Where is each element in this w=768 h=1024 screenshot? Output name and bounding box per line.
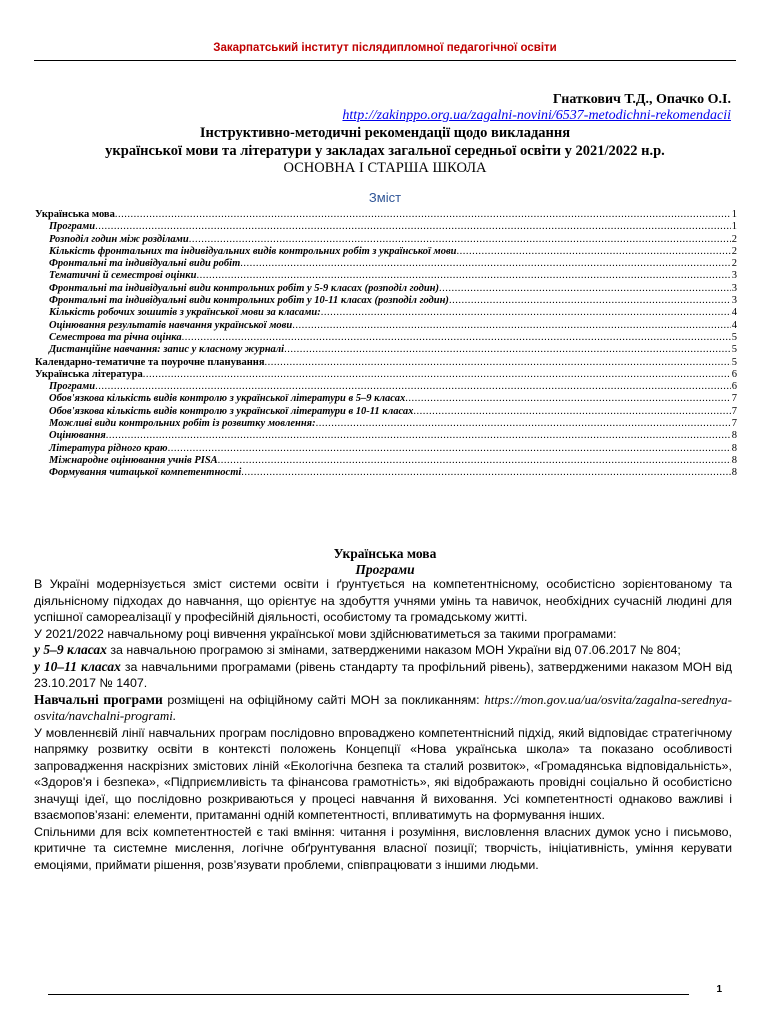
- source-link[interactable]: http://zakinppo.org.ua/zagalni-novini/6537-metodichni-rekomendacii: [342, 108, 731, 123]
- toc-leader-dots: [143, 369, 731, 381]
- toc-entry-label: Українська література: [35, 368, 143, 380]
- toc-entry-label: Фронтальні та індивідуальні види робіт: [49, 258, 241, 270]
- toc-entry[interactable]: [35, 209, 737, 221]
- toc-entry-page: 1: [731, 221, 737, 233]
- toc-entry[interactable]: [35, 344, 737, 356]
- toc-entry-label: Можливі види контрольних робіт із розвитку мовлення:: [49, 418, 316, 430]
- toc-leader-dots: [413, 406, 730, 418]
- page-number: 1: [716, 984, 722, 995]
- toc-entry[interactable]: [35, 467, 737, 479]
- toc-entry-page: 4: [731, 319, 737, 331]
- paragraph: В Україні модернізується зміст системи освіти і ґрунтується на компетентнісному, особистісно зорієнтованому та діяльнісному підходах до навчання, що орієнтує на здобуття учнями умінь та навичок, необхідних сучасній людині для успішної самореалізації у професійній діяльності, особистому та громадському житті.: [34, 577, 732, 624]
- toc-entry-label: Кількість робочих зошитів з української мови за класами:: [49, 307, 321, 319]
- toc-leader-dots: [189, 234, 731, 246]
- toc-leader-dots: [95, 381, 731, 393]
- toc-entry-page: 5: [731, 344, 737, 356]
- grades-10-11-lead: у 10–11 класах: [34, 658, 121, 674]
- toc-entry-label: Тематичні й семестрові оцінки: [49, 270, 197, 282]
- paragraph-text: за навчальною програмою зі змінами, затвердженими наказом МОН України від 07.06.2017 № 804;: [106, 643, 681, 657]
- toc-entry-label: Програми: [49, 381, 96, 393]
- toc-entry-page: 8: [731, 467, 737, 479]
- title-line-2: української мови та літератури у закладах загальної середньої освіти у 2021/2022 н.р.: [105, 142, 665, 159]
- toc-entry[interactable]: [35, 332, 737, 344]
- toc-entry-page: 7: [731, 393, 737, 405]
- toc-entry[interactable]: [35, 221, 737, 233]
- toc-entry-page: 8: [731, 454, 737, 466]
- toc-entry-page: 3: [731, 270, 737, 282]
- toc-entry-label: Література рідного краю: [49, 442, 168, 454]
- toc-leader-dots: [292, 320, 731, 332]
- paragraph: [34, 692, 732, 725]
- document-title: [34, 125, 736, 178]
- footer-divider: [48, 994, 689, 995]
- toc-leader-dots: [405, 393, 731, 405]
- toc-entry[interactable]: [35, 283, 737, 295]
- authors: Гнаткович Т.Д., Опачко О.І.: [552, 92, 731, 107]
- programs-lead: Навчальні програми: [34, 691, 163, 707]
- toc-entry-page: 2: [731, 245, 737, 257]
- toc-entry-label: Формування читацької компетентності: [49, 467, 242, 479]
- toc-leader-dots: [284, 344, 731, 356]
- toc-entry[interactable]: [35, 234, 737, 246]
- toc-entry[interactable]: [35, 455, 737, 467]
- toc-entry[interactable]: [35, 270, 737, 282]
- toc-entry-label: Календарно-тематичне та поурочне планування: [35, 356, 265, 368]
- toc-leader-dots: [196, 270, 730, 282]
- toc-entry[interactable]: [35, 295, 737, 307]
- toc-entry-label: Міжнародне оцінювання учнів PISA: [49, 454, 218, 466]
- section-title: Українська мова: [333, 546, 437, 561]
- toc-entry-page: 5: [731, 331, 737, 343]
- toc-leader-dots: [316, 418, 731, 430]
- toc-leader-dots: [457, 246, 731, 258]
- toc-entry-label: Розподіл годин між розділами: [49, 233, 189, 245]
- toc-entry-page: 4: [731, 307, 737, 319]
- toc-entry-label: Оцінювання: [49, 430, 106, 442]
- institution-header: Закарпатський інститут післядипломної педагогічної освіти: [213, 42, 557, 54]
- toc-leader-dots: [439, 283, 731, 295]
- toc-entry[interactable]: [35, 369, 737, 381]
- paragraph: Спільними для всіх компетентностей є такі вміння: читання і розуміння, висловлення власних думок усно і письмово, критичне та системне мислення, логічне обґрунтування власної позиції; творчість, ініціативність, уміння керувати емоціями, приймати рішення, розв’язувати проблеми, співпрацювати з іншими людьми.: [34, 824, 732, 872]
- body-text: [34, 576, 732, 873]
- toc-entry[interactable]: [35, 406, 737, 418]
- toc-entry-label: Кількість фронтальних та індивідуальних видів контрольних робіт з української мови: [49, 245, 457, 257]
- toc-entry[interactable]: [35, 393, 737, 405]
- toc-entry-label: Фронтальні та індивідуальні види контрольних робіт у 10-11 класах (розподіл годин): [49, 295, 449, 307]
- paragraph: У мовленнєвій лінії навчальних програм послідовно впроваджено компетентнісний підхід, який відповідає стратегічному напрямку розвитку освіти в контексті положень Концепції «Нова українська школа» та показано особливості запровадження наскрізних змістових ліній «Екологічна безпека та сталий розвиток», «Громадянська відповідальність», «Здоров'я і безпека», «Підприємливість та фінансова грамотність», які відображають провідні соціально й особистісно значущі ідеї, що послідовно розкриваються у процесі навчання й виховання. Усі компетентності однаково важливі і взаємопов’язані: елементи, притаманні одній компетентності, впливатимуть на формування інших.: [34, 725, 732, 822]
- toc-entry-label: Українська мова: [35, 209, 115, 220]
- paragraph-text: розміщені на офіційному сайті МОН за покликанням:: [162, 692, 485, 707]
- paragraph-text: за навчальними програмами (рівень стандарту та профільний рівень), затвердженими наказом МОН від 23.10.2017 № 1407.: [34, 659, 732, 690]
- toc-entry[interactable]: [35, 307, 737, 319]
- toc-entry[interactable]: [35, 443, 737, 455]
- toc-leader-dots: [240, 258, 731, 270]
- programs-link[interactable]: https://mon.gov.ua/ua/osvita/zagalna-serednya-osvita/navchalni-programi.: [34, 691, 732, 723]
- toc-entry-page: 7: [731, 418, 737, 430]
- toc-heading: Зміст: [368, 190, 402, 205]
- paragraph: У 2021/2022 навчальному році вивчення української мови здійснюватиметься за такими програмами:: [34, 626, 617, 641]
- toc-entry-page: 8: [731, 442, 737, 454]
- toc-entry-label: Обов'язкова кількість видів контролю з української літератури в 5–9 класах: [49, 393, 406, 405]
- title-line-1: Інструктивно-методичні рекомендації щодо викладання: [199, 125, 571, 141]
- toc-entry-page: 5: [731, 356, 737, 368]
- toc-entry-page: 6: [731, 368, 737, 380]
- paragraph: [34, 642, 732, 659]
- section-heading: [34, 546, 736, 578]
- toc-entry-label: Обов'язкова кількість видів контролю з української літератури в 10-11 класах: [49, 405, 414, 417]
- toc-entry-page: 2: [731, 233, 737, 245]
- toc-leader-dots: [449, 295, 731, 307]
- toc-leader-dots: [115, 209, 731, 221]
- toc-entry[interactable]: [35, 430, 737, 442]
- toc-entry[interactable]: [35, 246, 737, 258]
- table-of-contents: [35, 209, 737, 480]
- toc-entry-page: 2: [731, 258, 737, 270]
- toc-leader-dots: [218, 455, 731, 467]
- toc-entry-page: 7: [731, 405, 737, 417]
- toc-entry-label: Оцінювання результатів навчання української мови: [49, 319, 293, 331]
- toc-entry[interactable]: [35, 381, 737, 393]
- title-line-3: ОСНОВНА І СТАРША ШКОЛА: [283, 160, 487, 176]
- header-divider: [34, 60, 736, 61]
- toc-entry-page: 3: [731, 282, 737, 294]
- toc-entry-label: Фронтальні та індивідуальні види контрольних робіт у 5-9 класах (розподіл годин): [49, 282, 440, 294]
- toc-leader-dots: [106, 430, 731, 442]
- grades-5-9-lead: у 5–9 класах: [34, 642, 107, 657]
- toc-entry-page: 3: [731, 295, 737, 307]
- paragraph: [34, 659, 732, 692]
- toc-leader-dots: [95, 221, 731, 233]
- toc-entry[interactable]: [35, 320, 737, 332]
- toc-leader-dots: [241, 467, 730, 479]
- toc-entry-label: Програми: [49, 221, 96, 233]
- toc-entry-page: 6: [731, 381, 737, 393]
- toc-leader-dots: [265, 357, 731, 369]
- section-subtitle: Програми: [355, 562, 415, 577]
- toc-entry-label: Семестрова та річна оцінка: [49, 331, 182, 343]
- toc-entry[interactable]: [35, 418, 737, 430]
- toc-leader-dots: [168, 443, 731, 455]
- toc-leader-dots: [182, 332, 731, 344]
- toc-entry-page: 8: [731, 430, 737, 442]
- toc-entry[interactable]: [35, 258, 737, 270]
- toc-entry-page: 1: [731, 209, 737, 220]
- toc-leader-dots: [321, 307, 731, 319]
- toc-entry-label: Дистанційне навчання: запис у класному журналі: [49, 344, 285, 356]
- toc-entry[interactable]: [35, 357, 737, 369]
